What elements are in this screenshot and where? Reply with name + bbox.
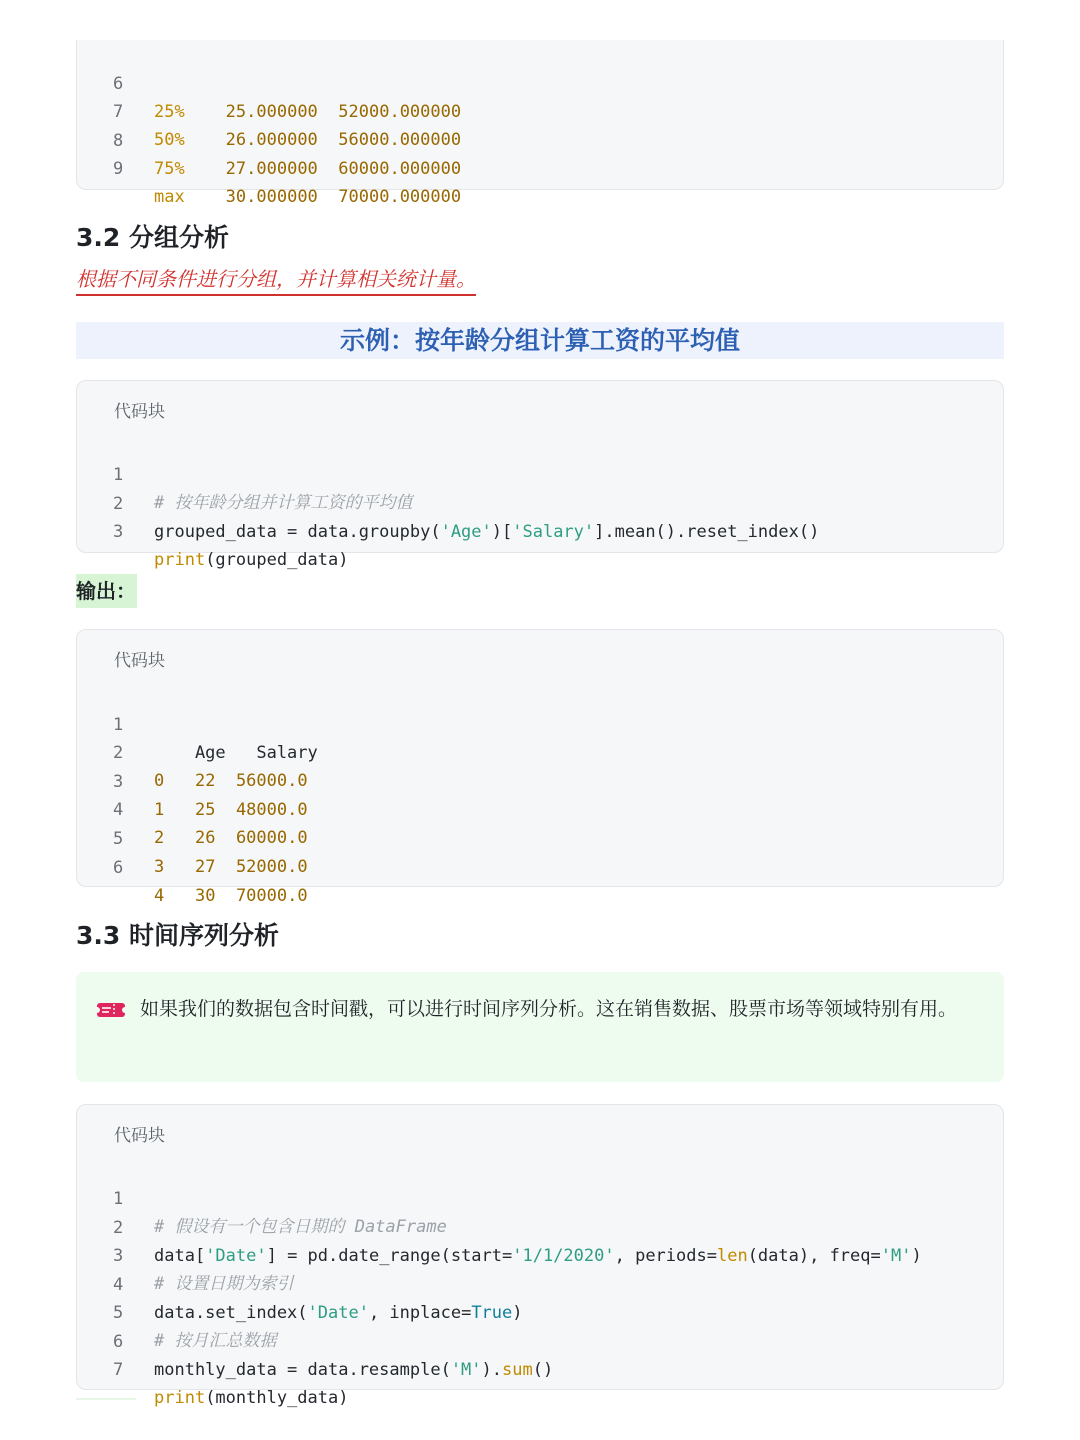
section-subtitle: 根据不同条件进行分组，并计算相关统计量。: [76, 266, 476, 296]
code-line: 6 4 30 70000.0: [113, 858, 308, 906]
code-line: 2 data['Date'] = pd.date_range(start='1/1/2020', periods=len(data), freq='M'): [113, 1218, 922, 1266]
code-line: 1 # 假设有一个包含日期的 DataFrame: [113, 1189, 447, 1237]
code-block-caption: 代码块: [114, 402, 165, 422]
output-label: 输出：: [76, 574, 137, 608]
section-heading-3-3: 3.3 时间序列分析: [76, 921, 279, 950]
code-block-groupby: [76, 380, 1004, 570]
code-block-caption: 代码块: [114, 651, 165, 671]
code-line: 1 # 按年龄分组并计算工资的平均值: [113, 465, 413, 513]
code-block-output: [76, 629, 1004, 906]
code-block-describe-output: [76, 40, 1004, 207]
code-block-caption: 代码块: [114, 1126, 165, 1146]
code-line: 3 # 设置日期为索引: [113, 1246, 294, 1294]
code-line: 1 Age Salary: [113, 715, 318, 763]
code-line: 9 max 30.000000 70000.000000: [113, 159, 462, 207]
code-line: 5 # 按月汇总数据: [113, 1303, 277, 1351]
section-heading-3-2: 3.2 分组分析: [76, 223, 229, 252]
callout-text: 如果我们的数据包含时间戳，可以进行时间序列分析。这在销售数据、股票市场等领域特别有用。: [140, 998, 958, 1020]
code-line: 4 data.set_index('Date', inplace=True): [113, 1275, 523, 1323]
code-line: 2 0 22 56000.0: [113, 743, 308, 791]
code-line: 3 print(grouped_data): [113, 522, 349, 570]
code-line: 6 25% 25.000000 52000.000000: [113, 74, 462, 122]
code-line: 3 1 25 48000.0: [113, 772, 308, 820]
example-banner: 示例：按年龄分组计算工资的平均值: [76, 322, 1004, 359]
code-line: 2 grouped_data = data.groupby('Age')['Salary'].mean().reset_index(): [113, 494, 820, 542]
code-line: 5 3 27 52000.0: [113, 829, 308, 877]
info-callout: [76, 972, 1004, 1082]
ticket-icon: [96, 1000, 126, 1020]
next-section-marker: [76, 1398, 136, 1400]
code-block-timeseries: [76, 1104, 1004, 1408]
code-line: 7 50% 26.000000 56000.000000: [113, 102, 462, 150]
code-line: 4 2 26 60000.0: [113, 800, 308, 848]
code-line: 6 monthly_data = data.resample('M').sum(): [113, 1332, 554, 1380]
code-line: 7 print(monthly_data): [113, 1360, 349, 1408]
code-line: 8 75% 27.000000 60000.000000: [113, 131, 462, 179]
